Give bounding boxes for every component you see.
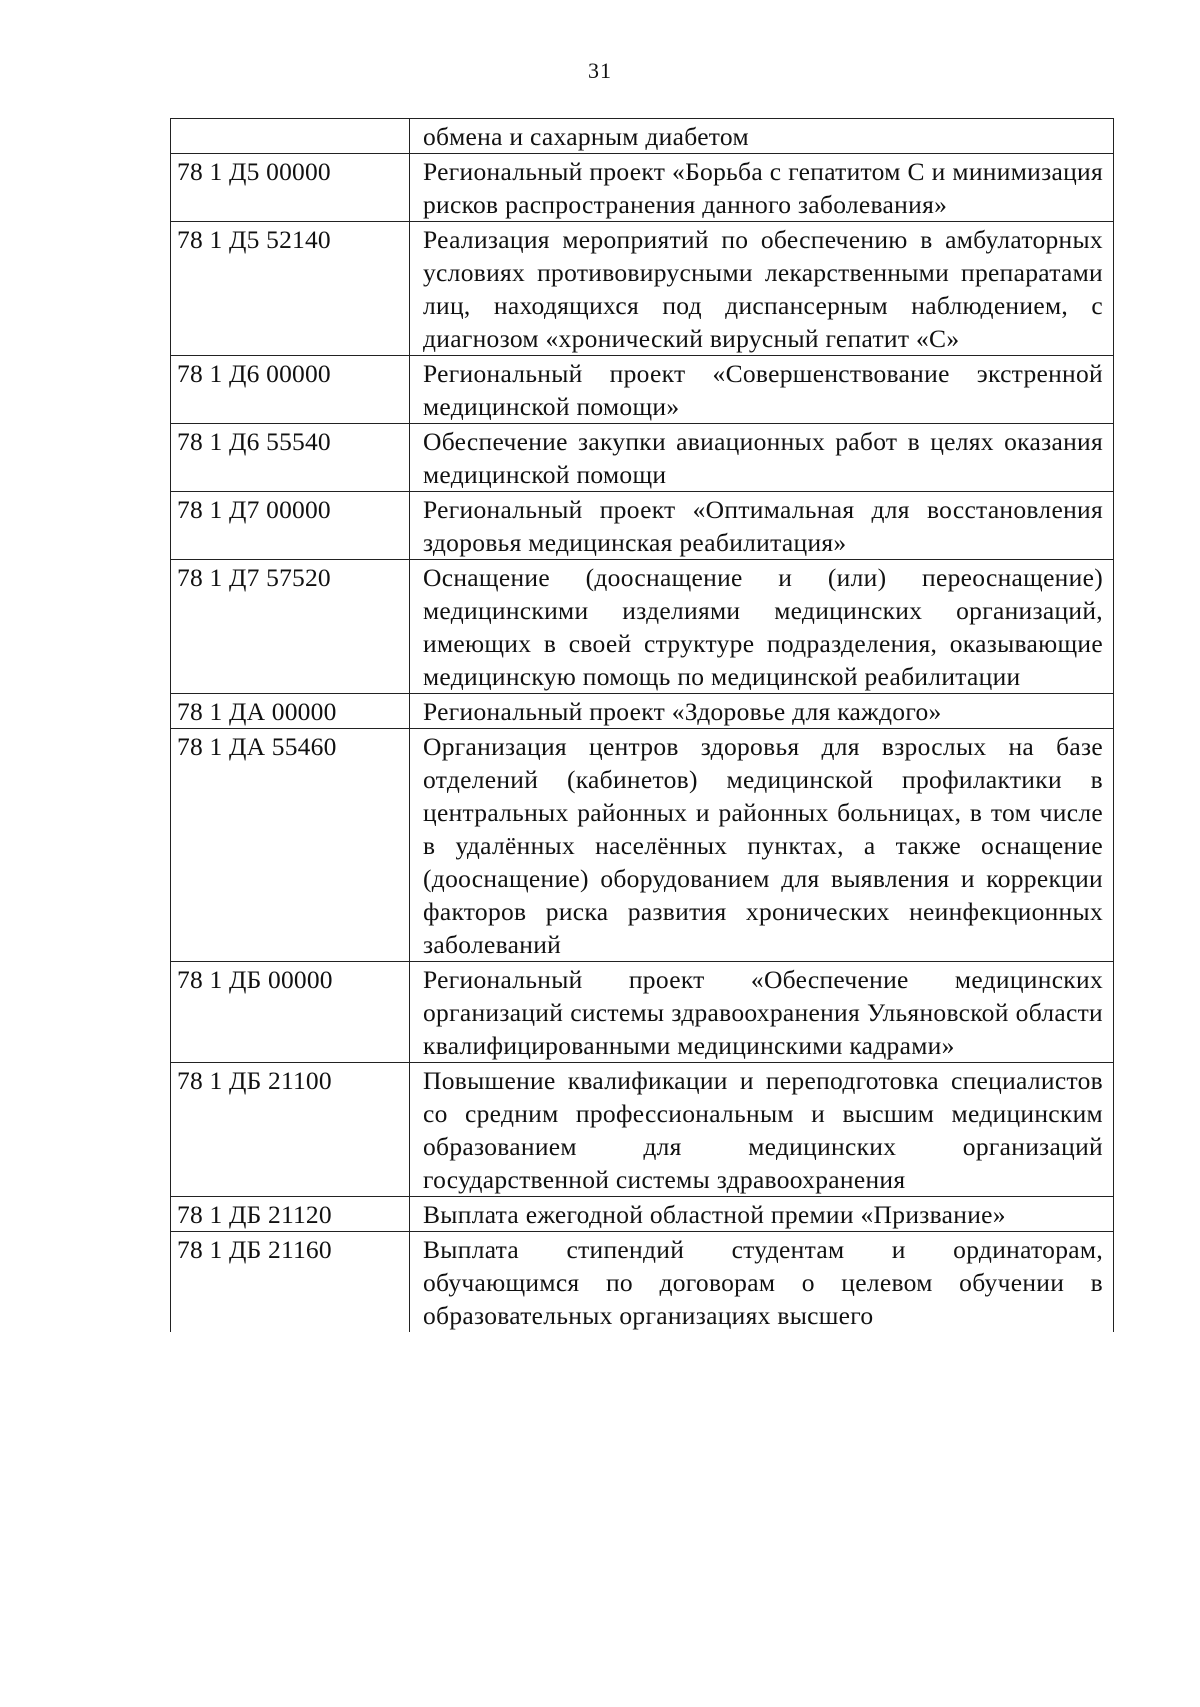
table-row xyxy=(171,492,1114,560)
row-code: 78 1 ДБ 21100 xyxy=(171,1063,410,1197)
table-row xyxy=(171,119,1114,154)
table-row xyxy=(171,222,1114,356)
row-code: 78 1 ДБ 00000 xyxy=(171,962,410,1063)
row-code: 78 1 Д7 57520 xyxy=(171,560,410,694)
page-number: 31 xyxy=(588,58,612,83)
table-row xyxy=(171,962,1114,1063)
row-code: 78 1 ДА 55460 xyxy=(171,729,410,962)
table-row xyxy=(171,424,1114,492)
row-code: 78 1 Д6 00000 xyxy=(171,356,410,424)
row-code: 78 1 ДА 00000 xyxy=(171,694,410,729)
row-description: Реализация мероприятий по обеспечению в амбулаторных условиях противовирусными лекарственными препаратами лиц, находящихся под диспансерным наблюдением, с диагнозом «хронический вирусный гепатит «С» xyxy=(410,222,1114,356)
table-row xyxy=(171,1232,1114,1333)
row-description: Организация центров здоровья для взрослых на базе отделений (кабинетов) медицинской профилактики в центральных районных и районных больницах, в том числе в удалённых населённых пунктах, а также оснащение (дооснащение) оборудованием для выявления и коррекции факторов риска развития хронических неинфекционных заболеваний xyxy=(410,729,1114,962)
row-description: Региональный проект «Борьба с гепатитом С и минимизация рисков распространения данного заболевания» xyxy=(410,154,1114,222)
row-code: 78 1 Д6 55540 xyxy=(171,424,410,492)
budget-classification-table xyxy=(170,118,1114,1332)
row-description: Повышение квалификации и переподготовка специалистов со средним профессиональным и высшим медицинским образованием для медицинских организаций государственной системы здравоохранения xyxy=(410,1063,1114,1197)
table-row xyxy=(171,729,1114,962)
row-description: Региональный проект «Обеспечение медицинских организаций системы здравоохранения Ульяновской области квалифицированными медицинскими кадрами» xyxy=(410,962,1114,1063)
row-code: 78 1 Д5 52140 xyxy=(171,222,410,356)
row-code: 78 1 Д5 00000 xyxy=(171,154,410,222)
row-description: обмена и сахарным диабетом xyxy=(410,119,1114,154)
table-row xyxy=(171,1063,1114,1197)
row-code: 78 1 ДБ 21160 xyxy=(171,1232,410,1333)
table-row xyxy=(171,694,1114,729)
row-description: Региональный проект «Оптимальная для восстановления здоровья медицинская реабилитация» xyxy=(410,492,1114,560)
row-description: Выплата стипендий студентам и ординаторам, обучающимся по договорам о целевом обучении в образовательных организациях высшего xyxy=(410,1232,1114,1333)
table-row xyxy=(171,560,1114,694)
row-description: Региональный проект «Совершенствование экстренной медицинской помощи» xyxy=(410,356,1114,424)
row-code xyxy=(171,119,410,154)
row-description: Региональный проект «Здоровье для каждого» xyxy=(410,694,1114,729)
table-row xyxy=(171,154,1114,222)
row-code: 78 1 Д7 00000 xyxy=(171,492,410,560)
table-row xyxy=(171,1197,1114,1232)
row-description: Выплата ежегодной областной премии «Призвание» xyxy=(410,1197,1114,1232)
row-code: 78 1 ДБ 21120 xyxy=(171,1197,410,1232)
row-description: Оснащение (дооснащение и (или) переоснащение) медицинскими изделиями медицинских организаций, имеющих в своей структуре подразделения, оказывающие медицинскую помощь по медицинской реабилитации xyxy=(410,560,1114,694)
table-row xyxy=(171,356,1114,424)
row-description: Обеспечение закупки авиационных работ в целях оказания медицинской помощи xyxy=(410,424,1114,492)
